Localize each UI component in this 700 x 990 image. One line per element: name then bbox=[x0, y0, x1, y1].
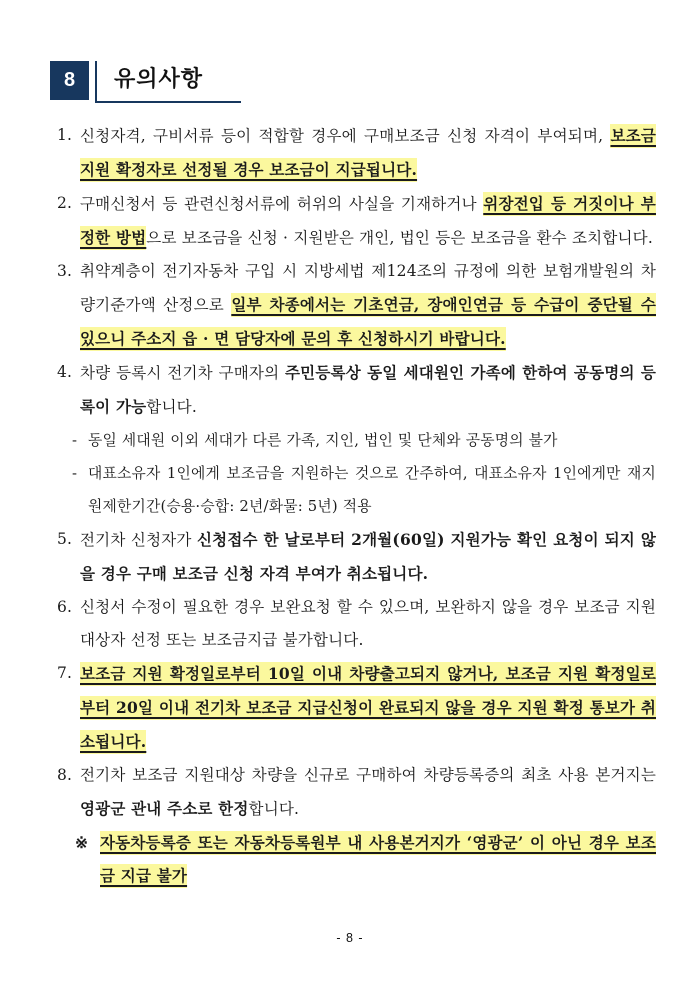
text-segment-highlight: 위장전입 등 거짓이나 부정한 방법 bbox=[80, 192, 656, 250]
page-number: - 8 - bbox=[336, 931, 364, 945]
item-text bbox=[100, 831, 656, 888]
item-text bbox=[80, 665, 656, 751]
item-text bbox=[88, 465, 656, 515]
notice-item bbox=[55, 657, 656, 759]
section-number: 8 bbox=[63, 69, 76, 91]
text-segment-normal: 구매신청서 등 관련신청서류에 허위의 사실을 기재하거나 bbox=[80, 195, 484, 213]
section-title-wrap bbox=[95, 61, 241, 103]
item-marker: 2. bbox=[57, 194, 73, 212]
notice-item bbox=[55, 759, 656, 826]
text-segment-bold: 신청접수 한 날로부터 2개월(60일) 지원가능 확인 요청이 되지 않을 경우 구매 보조금 신청 자격 부여가 취소됩니다. bbox=[80, 530, 656, 583]
notice-item bbox=[55, 591, 656, 657]
item-marker: 7. bbox=[57, 664, 73, 682]
item-text bbox=[88, 432, 558, 449]
notice-item bbox=[55, 523, 656, 591]
text-segment-highlight: 자동차등록증 또는 자동차등록원부 내 사용본거지가 ‘영광군’ 이 아닌 경우 보조금 지급 불가 bbox=[100, 831, 656, 888]
text-segment-normal: 합니다. bbox=[146, 398, 197, 416]
text-segment-highlight: 일부 차종에서는 기초연금, 장애인연금 등 수급이 중단될 수 있으니 주소지 읍 · 면 담당자에 문의 후 신청하시기 바랍니다. bbox=[80, 293, 656, 351]
item-marker: 8. bbox=[57, 766, 73, 784]
item-marker: 6. bbox=[57, 598, 73, 616]
item-marker: 4. bbox=[57, 363, 73, 381]
page-title: 유의사항 bbox=[114, 66, 204, 91]
notice-item bbox=[55, 255, 656, 356]
text-segment-highlight: 보조금 지원 확정자로 선정될 경우 보조금이 지급됩니다. bbox=[80, 124, 656, 182]
text-segment-highlight: 보조금 지원 확정일로부터 10일 이내 차량출고되지 않거나, 보조금 지원 확정일로부터 20일 이내 전기차 보조금 지급신청이 완료되지 않을 경우 지원 확정 통보가 취소됩니다. bbox=[80, 662, 656, 754]
item-marker: 1. bbox=[57, 126, 73, 144]
notice-item bbox=[55, 119, 656, 187]
text-segment-normal: 전기차 신청자가 bbox=[80, 531, 197, 549]
item-text bbox=[80, 598, 656, 649]
item-text bbox=[80, 531, 656, 583]
item-text bbox=[80, 127, 656, 179]
notice-item bbox=[55, 356, 656, 424]
text-segment-normal: 신청서 수정이 필요한 경우 보완요청 할 수 있으며, 보완하지 않을 경우 보조금 지원대상자 선정 또는 보조금지급 불가합니다. bbox=[80, 598, 656, 649]
note-item bbox=[55, 826, 656, 892]
text-segment-bold: 주민등록상 동일 세대원인 가족에 한하여 공동명의 등록이 가능 bbox=[80, 363, 656, 416]
text-segment-normal: 동일 세대원 이외 세대가 다른 가족, 지인, 법인 및 단체와 공동명의 불가 bbox=[88, 432, 558, 449]
item-marker: 3. bbox=[57, 262, 73, 280]
section-header bbox=[50, 61, 241, 103]
item-text bbox=[80, 195, 656, 247]
item-marker: ※ bbox=[75, 833, 89, 852]
text-segment-normal: 대표소유자 1인에게 보조금을 지원하는 것으로 간주하여, 대표소유자 1인에게만 재지원제한기간(승용·승합: 2년/화물: 5년) 적용 bbox=[88, 465, 656, 515]
item-marker: 5. bbox=[57, 530, 73, 548]
text-segment-normal: 신청자격, 구비서류 등이 적합할 경우에 구매보조금 신청 자격이 부여되며, bbox=[80, 127, 611, 145]
item-text bbox=[80, 766, 656, 818]
item-marker: - bbox=[72, 465, 78, 482]
page-footer bbox=[0, 931, 700, 945]
sub-item bbox=[55, 457, 656, 523]
notice-item bbox=[55, 187, 656, 255]
text-segment-normal: 취약계층이 전기자동차 구입 시 지방세법 제124조의 규정에 의한 보험개발원의 차량기준가액 산정으로 bbox=[80, 262, 656, 314]
text-segment-normal: 전기차 보조금 지원대상 차량을 신규로 구매하여 차량등록증의 최초 사용 본거지는 bbox=[80, 766, 656, 784]
text-segment-normal: 으로 보조금을 신청 · 지원받은 개인, 법인 등은 보조금을 환수 조치합니다. bbox=[146, 229, 653, 247]
notice-list bbox=[55, 119, 656, 892]
item-text bbox=[80, 364, 656, 416]
sub-item bbox=[55, 424, 656, 457]
item-text bbox=[80, 262, 656, 348]
item-marker: - bbox=[72, 432, 78, 449]
section-number-box bbox=[50, 61, 89, 100]
text-segment-normal: 차량 등록시 전기차 구매자의 bbox=[80, 364, 285, 382]
text-segment-bold: 영광군 관내 주소로 한정 bbox=[80, 799, 249, 818]
text-segment-normal: 합니다. bbox=[248, 800, 300, 818]
